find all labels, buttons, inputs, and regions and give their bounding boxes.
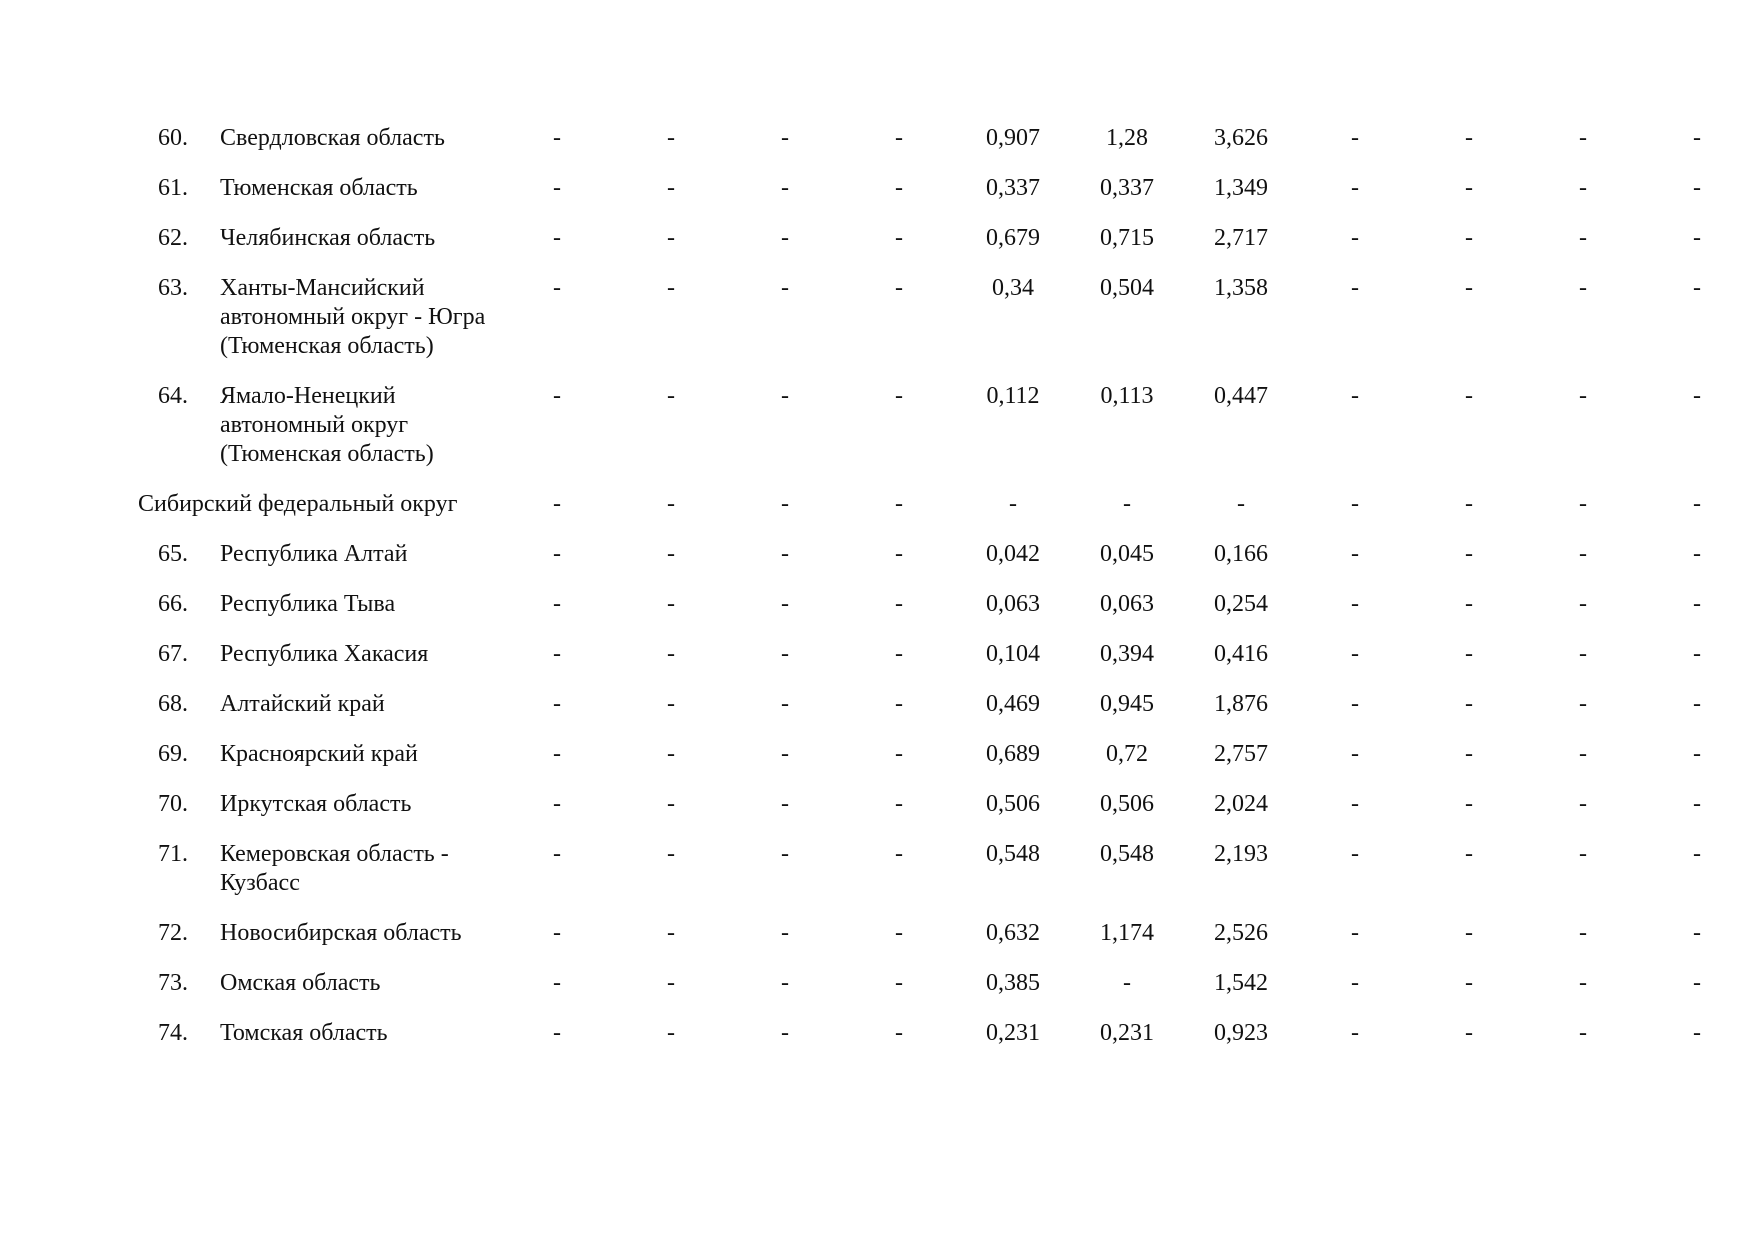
value-cell-1: -	[553, 383, 561, 409]
value-cell-5: 0,689	[986, 741, 1040, 767]
value-cell-1: -	[553, 641, 561, 667]
value-cell-6: 0,548	[1100, 841, 1154, 867]
value-cell-8: -	[1351, 970, 1359, 996]
value-cell-2: -	[667, 841, 675, 867]
region-name: Свердловская область	[220, 125, 445, 151]
value-cell-1: -	[553, 1020, 561, 1046]
group-name: Сибирский федеральный округ	[138, 491, 458, 517]
value-cell-4: -	[895, 491, 903, 517]
regions-table	[138, 124, 1754, 1069]
value-cell-8: -	[1351, 841, 1359, 867]
value-cell-5: 0,231	[986, 1020, 1040, 1046]
value-cell-5: 0,679	[986, 225, 1040, 251]
region-name: Республика Хакасия	[220, 641, 429, 667]
table-row	[148, 1019, 1754, 1069]
value-cell-7: 0,447	[1214, 383, 1268, 409]
row-number: 74.	[158, 1020, 188, 1046]
row-number: 69.	[158, 741, 188, 767]
table-row	[148, 690, 1754, 740]
value-cell-6: 0,045	[1100, 541, 1154, 567]
value-cell-6: 0,945	[1100, 691, 1154, 717]
table-row	[148, 124, 1754, 174]
value-cell-11: -	[1693, 275, 1701, 301]
value-cell-7: 2,757	[1214, 741, 1268, 767]
value-cell-8: -	[1351, 175, 1359, 201]
value-cell-7: -	[1237, 491, 1245, 517]
value-cell-4: -	[895, 970, 903, 996]
value-cell-8: -	[1351, 491, 1359, 517]
value-cell-2: -	[667, 225, 675, 251]
value-cell-5: 0,385	[986, 970, 1040, 996]
table-row	[148, 382, 1754, 490]
value-cell-11: -	[1693, 970, 1701, 996]
value-cell-10: -	[1579, 541, 1587, 567]
row-number: 67.	[158, 641, 188, 667]
table-row	[148, 919, 1754, 969]
value-cell-8: -	[1351, 691, 1359, 717]
value-cell-11: -	[1693, 541, 1701, 567]
value-cell-4: -	[895, 741, 903, 767]
value-cell-10: -	[1579, 225, 1587, 251]
value-cell-3: -	[781, 275, 789, 301]
value-cell-10: -	[1579, 383, 1587, 409]
value-cell-2: -	[667, 1020, 675, 1046]
value-cell-9: -	[1465, 791, 1473, 817]
value-cell-3: -	[781, 691, 789, 717]
value-cell-4: -	[895, 591, 903, 617]
region-name: Иркутская область	[220, 791, 412, 817]
table-row	[148, 590, 1754, 640]
region-name: Республика Алтай	[220, 541, 408, 567]
value-cell-1: -	[553, 920, 561, 946]
region-name: Красноярский край	[220, 741, 418, 767]
value-cell-4: -	[895, 691, 903, 717]
value-cell-3: -	[781, 970, 789, 996]
region-name: Челябинская область	[220, 225, 436, 251]
value-cell-11: -	[1693, 920, 1701, 946]
value-cell-3: -	[781, 591, 789, 617]
row-number: 60.	[158, 125, 188, 151]
value-cell-7: 0,254	[1214, 591, 1268, 617]
row-number: 65.	[158, 541, 188, 567]
table-row	[148, 224, 1754, 274]
value-cell-6: 0,72	[1106, 741, 1148, 767]
value-cell-4: -	[895, 541, 903, 567]
value-cell-2: -	[667, 970, 675, 996]
region-name: Ханты-Мансийский автономный округ - Югра (Тюменская область)	[220, 275, 486, 359]
value-cell-1: -	[553, 175, 561, 201]
value-cell-2: -	[667, 175, 675, 201]
value-cell-7: 1,349	[1214, 175, 1268, 201]
row-number: 64.	[158, 383, 188, 409]
value-cell-1: -	[553, 125, 561, 151]
value-cell-7: 1,876	[1214, 691, 1268, 717]
value-cell-1: -	[553, 225, 561, 251]
value-cell-11: -	[1693, 691, 1701, 717]
value-cell-8: -	[1351, 1020, 1359, 1046]
value-cell-10: -	[1579, 591, 1587, 617]
value-cell-7: 0,166	[1214, 541, 1268, 567]
value-cell-10: -	[1579, 691, 1587, 717]
value-cell-2: -	[667, 275, 675, 301]
value-cell-4: -	[895, 791, 903, 817]
value-cell-11: -	[1693, 125, 1701, 151]
value-cell-11: -	[1693, 491, 1701, 517]
value-cell-4: -	[895, 125, 903, 151]
value-cell-10: -	[1579, 841, 1587, 867]
value-cell-5: 0,112	[986, 383, 1040, 409]
row-number: 66.	[158, 591, 188, 617]
value-cell-4: -	[895, 641, 903, 667]
value-cell-11: -	[1693, 741, 1701, 767]
group-row	[148, 490, 1754, 540]
value-cell-3: -	[781, 175, 789, 201]
value-cell-6: 0,063	[1100, 591, 1154, 617]
value-cell-5: 0,063	[986, 591, 1040, 617]
value-cell-6: 0,506	[1100, 791, 1154, 817]
value-cell-5: 0,548	[986, 841, 1040, 867]
value-cell-9: -	[1465, 225, 1473, 251]
value-cell-3: -	[781, 383, 789, 409]
value-cell-6: 0,715	[1100, 225, 1154, 251]
value-cell-5: 0,907	[986, 125, 1040, 151]
value-cell-11: -	[1693, 225, 1701, 251]
value-cell-2: -	[667, 491, 675, 517]
table-row	[148, 740, 1754, 790]
value-cell-1: -	[553, 541, 561, 567]
value-cell-10: -	[1579, 641, 1587, 667]
value-cell-9: -	[1465, 175, 1473, 201]
value-cell-8: -	[1351, 383, 1359, 409]
value-cell-8: -	[1351, 641, 1359, 667]
value-cell-1: -	[553, 491, 561, 517]
region-name: Томская область	[220, 1020, 388, 1046]
value-cell-9: -	[1465, 125, 1473, 151]
value-cell-9: -	[1465, 841, 1473, 867]
value-cell-3: -	[781, 1020, 789, 1046]
value-cell-6: -	[1123, 970, 1131, 996]
value-cell-10: -	[1579, 175, 1587, 201]
value-cell-3: -	[781, 841, 789, 867]
value-cell-4: -	[895, 841, 903, 867]
table-row	[148, 969, 1754, 1019]
value-cell-2: -	[667, 541, 675, 567]
value-cell-10: -	[1579, 791, 1587, 817]
value-cell-7: 2,717	[1214, 225, 1268, 251]
value-cell-9: -	[1465, 591, 1473, 617]
region-name: Республика Тыва	[220, 591, 396, 617]
value-cell-7: 3,626	[1214, 125, 1268, 151]
value-cell-4: -	[895, 225, 903, 251]
value-cell-10: -	[1579, 920, 1587, 946]
value-cell-1: -	[553, 741, 561, 767]
value-cell-9: -	[1465, 741, 1473, 767]
value-cell-8: -	[1351, 275, 1359, 301]
value-cell-11: -	[1693, 841, 1701, 867]
value-cell-9: -	[1465, 383, 1473, 409]
value-cell-10: -	[1579, 741, 1587, 767]
value-cell-6: 1,28	[1106, 125, 1148, 151]
value-cell-5: 0,34	[992, 275, 1034, 301]
value-cell-3: -	[781, 541, 789, 567]
value-cell-7: 0,416	[1214, 641, 1268, 667]
value-cell-11: -	[1693, 383, 1701, 409]
value-cell-3: -	[781, 920, 789, 946]
value-cell-11: -	[1693, 1020, 1701, 1046]
table-row	[148, 540, 1754, 590]
value-cell-4: -	[895, 920, 903, 946]
table-row	[148, 840, 1754, 919]
value-cell-6: 0,231	[1100, 1020, 1154, 1046]
value-cell-11: -	[1693, 591, 1701, 617]
value-cell-3: -	[781, 741, 789, 767]
value-cell-5: 0,337	[986, 175, 1040, 201]
region-name: Ямало-Ненецкий автономный округ (Тюменская область)	[220, 383, 434, 467]
row-number: 63.	[158, 275, 188, 301]
value-cell-9: -	[1465, 491, 1473, 517]
value-cell-6: 0,337	[1100, 175, 1154, 201]
value-cell-8: -	[1351, 125, 1359, 151]
value-cell-9: -	[1465, 970, 1473, 996]
region-name: Новосибирская область	[220, 920, 462, 946]
table-row	[148, 640, 1754, 690]
value-cell-8: -	[1351, 225, 1359, 251]
value-cell-6: 1,174	[1100, 920, 1154, 946]
value-cell-2: -	[667, 383, 675, 409]
value-cell-10: -	[1579, 275, 1587, 301]
value-cell-2: -	[667, 125, 675, 151]
value-cell-1: -	[553, 591, 561, 617]
value-cell-7: 2,024	[1214, 791, 1268, 817]
value-cell-3: -	[781, 641, 789, 667]
value-cell-10: -	[1579, 1020, 1587, 1046]
value-cell-2: -	[667, 791, 675, 817]
value-cell-9: -	[1465, 541, 1473, 567]
value-cell-11: -	[1693, 641, 1701, 667]
region-name: Омская область	[220, 970, 381, 996]
value-cell-5: 0,104	[986, 641, 1040, 667]
region-name: Алтайский край	[220, 691, 385, 717]
row-number: 62.	[158, 225, 188, 251]
row-number: 73.	[158, 970, 188, 996]
value-cell-4: -	[895, 1020, 903, 1046]
value-cell-5: 0,042	[986, 541, 1040, 567]
value-cell-3: -	[781, 125, 789, 151]
value-cell-8: -	[1351, 920, 1359, 946]
value-cell-2: -	[667, 641, 675, 667]
value-cell-8: -	[1351, 591, 1359, 617]
value-cell-2: -	[667, 741, 675, 767]
value-cell-8: -	[1351, 791, 1359, 817]
row-number: 70.	[158, 791, 188, 817]
value-cell-4: -	[895, 383, 903, 409]
value-cell-5: 0,469	[986, 691, 1040, 717]
value-cell-11: -	[1693, 791, 1701, 817]
value-cell-5: 0,506	[986, 791, 1040, 817]
value-cell-9: -	[1465, 1020, 1473, 1046]
value-cell-1: -	[553, 841, 561, 867]
value-cell-3: -	[781, 225, 789, 251]
value-cell-1: -	[553, 791, 561, 817]
table-row	[148, 274, 1754, 382]
value-cell-3: -	[781, 791, 789, 817]
region-name: Тюменская область	[220, 175, 418, 201]
row-number: 71.	[158, 841, 188, 867]
value-cell-7: 1,542	[1214, 970, 1268, 996]
row-number: 61.	[158, 175, 188, 201]
row-number: 72.	[158, 920, 188, 946]
value-cell-6: 0,113	[1100, 383, 1154, 409]
value-cell-9: -	[1465, 691, 1473, 717]
value-cell-9: -	[1465, 275, 1473, 301]
value-cell-10: -	[1579, 970, 1587, 996]
value-cell-6: -	[1123, 491, 1131, 517]
value-cell-9: -	[1465, 920, 1473, 946]
value-cell-3: -	[781, 491, 789, 517]
value-cell-9: -	[1465, 641, 1473, 667]
value-cell-7: 0,923	[1214, 1020, 1268, 1046]
value-cell-7: 2,526	[1214, 920, 1268, 946]
value-cell-11: -	[1693, 175, 1701, 201]
value-cell-4: -	[895, 275, 903, 301]
value-cell-4: -	[895, 175, 903, 201]
value-cell-6: 0,504	[1100, 275, 1154, 301]
value-cell-8: -	[1351, 541, 1359, 567]
value-cell-1: -	[553, 691, 561, 717]
table-row	[148, 790, 1754, 840]
value-cell-7: 1,358	[1214, 275, 1268, 301]
value-cell-2: -	[667, 591, 675, 617]
value-cell-1: -	[553, 970, 561, 996]
value-cell-6: 0,394	[1100, 641, 1154, 667]
region-name: Кемеровская область - Кузбасс	[220, 841, 449, 896]
value-cell-7: 2,193	[1214, 841, 1268, 867]
value-cell-2: -	[667, 691, 675, 717]
value-cell-1: -	[553, 275, 561, 301]
value-cell-5: -	[1009, 491, 1017, 517]
row-number: 68.	[158, 691, 188, 717]
value-cell-5: 0,632	[986, 920, 1040, 946]
table-body	[138, 124, 1754, 1069]
value-cell-10: -	[1579, 125, 1587, 151]
table-row	[148, 174, 1754, 224]
value-cell-8: -	[1351, 741, 1359, 767]
value-cell-10: -	[1579, 491, 1587, 517]
value-cell-2: -	[667, 920, 675, 946]
